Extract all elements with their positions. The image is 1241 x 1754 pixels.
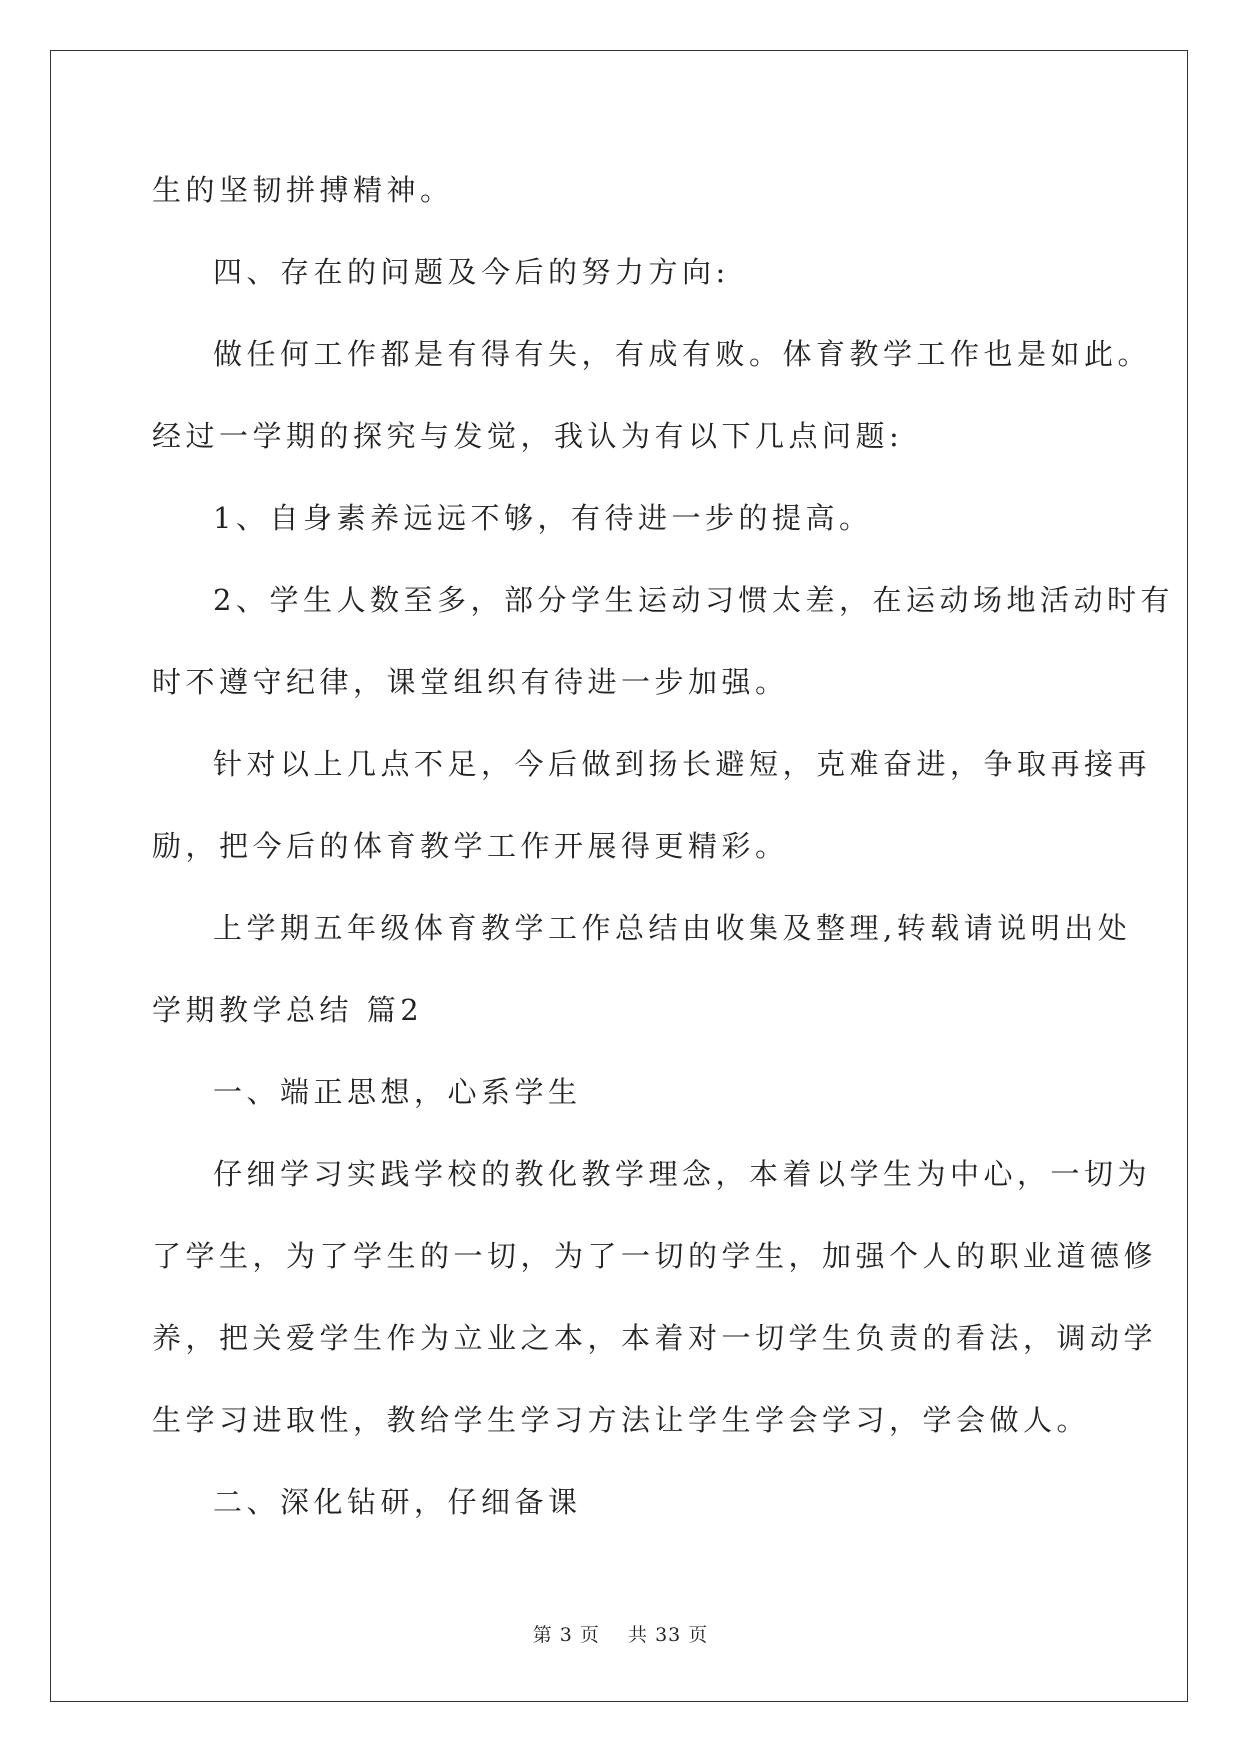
page-total: 共 33 页 [628, 1624, 709, 1646]
text-line: 时不遵守纪律，课堂组织有待进一步加强。 [152, 665, 789, 699]
text-line: 生学习进取性，教给学生学习方法让学生学会学习，学会做人。 [152, 1403, 1091, 1437]
page-footer [0, 1620, 1241, 1647]
list-item: 1、自身素养远远不够，有待进一步的提高。 [213, 501, 873, 535]
text-line: 针对以上几点不足，今后做到扬长避短，克难奋进，争取再接再 [213, 747, 1152, 781]
section-heading: 四、存在的问题及今后的努力方向: [213, 255, 730, 289]
page-number: 第 3 页 [532, 1624, 600, 1646]
text-line: 养，把关爱学生作为立业之本，本着对一切学生负责的看法，调动学 [152, 1321, 1158, 1355]
text-line: 生的坚韧拼搏精神。 [152, 173, 454, 207]
text-line: 励，把今后的体育教学工作开展得更精彩。 [152, 829, 789, 863]
document-body [152, 164, 1174, 1558]
text-line: 经过一学期的探究与发觉，我认为有以下几点问题: [152, 419, 904, 453]
text-line: 了学生，为了学生的一切，为了一切的学生，加强个人的职业道德修 [152, 1239, 1158, 1273]
section-heading: 一、端正思想，心系学生 [213, 1075, 582, 1109]
section-heading: 二、深化钻研，仔细备课 [213, 1485, 582, 1519]
text-line: 上学期五年级体育教学工作总结由收集及整理,转载请说明出处 [213, 911, 1132, 945]
article-title: 学期教学总结 篇2 [152, 993, 424, 1027]
text-line: 做任何工作都是有得有失，有成有败。体育教学工作也是如此。 [213, 337, 1152, 371]
list-item: 2、学生人数至多，部分学生运动习惯太差，在运动场地活动时有 [213, 583, 1174, 617]
text-line: 仔细学习实践学校的教化教学理念，本着以学生为中心，一切为 [213, 1157, 1152, 1191]
